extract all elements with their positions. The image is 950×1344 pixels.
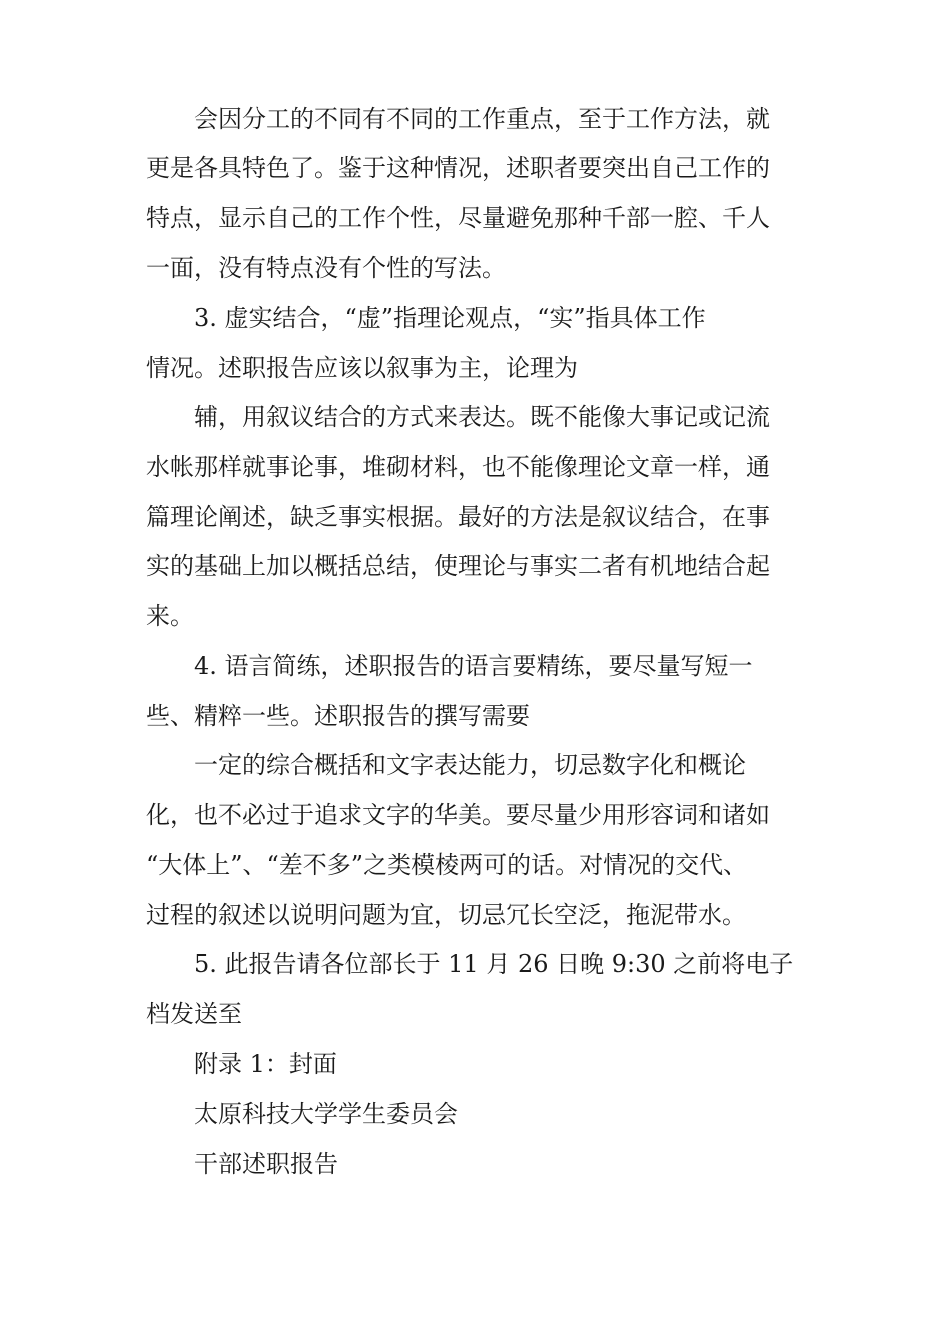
appendix-heading: 附录 1：封面: [194, 1050, 337, 1078]
organization-name: 太原科技大学学生委员会: [194, 1100, 458, 1128]
paragraph-line: “大体上”、“差不多”之类模棱两可的话。对情况的交代、: [146, 851, 748, 879]
numbered-item-3: 3. 虚实结合，“虚”指理论观点，“实”指具体工作: [194, 304, 706, 332]
paragraph-line: 水帐那样就事论事，堆砌材料，也不能像理论文章一样，通: [146, 453, 770, 481]
paragraph-line: 更是各具特色了。鉴于这种情况，述职者要突出自己工作的: [146, 154, 770, 182]
paragraph-line: 化，也不必过于追求文字的华美。要尽量少用形容词和诸如: [146, 801, 770, 829]
paragraph-line: 会因分工的不同有不同的工作重点，至于工作方法，就: [194, 105, 770, 133]
paragraph-line: 情况。述职报告应该以叙事为主，论理为: [146, 354, 578, 382]
report-title: 干部述职报告: [194, 1150, 338, 1178]
paragraph-line: 来。: [146, 602, 194, 630]
paragraph-line: 一定的综合概括和文字表达能力，切忌数字化和概论: [194, 751, 746, 779]
paragraph-line: 特点，显示自己的工作个性，尽量避免那种千部一腔、千人: [146, 204, 770, 232]
numbered-item-4: 4. 语言简练，述职报告的语言要精练，要尽量写短一: [194, 652, 753, 680]
paragraph-line: 档发送至: [146, 1000, 242, 1028]
paragraph-line: 篇理论阐述，缺乏事实根据。最好的方法是叙议结合，在事: [146, 503, 770, 531]
paragraph-line: 过程的叙述以说明问题为宜，切忌冗长空泛，拖泥带水。: [146, 901, 746, 929]
paragraph-line: 一面，没有特点没有个性的写法。: [146, 254, 506, 282]
numbered-item-5: 5. 此报告请各位部长于 11 月 26 日晚 9:30 之前将电子: [194, 950, 794, 978]
paragraph-line: 些、精粹一些。述职报告的撰写需要: [146, 702, 530, 730]
paragraph-line: 实的基础上加以概括总结，使理论与事实二者有机地结合起: [146, 552, 770, 580]
paragraph-line: 辅，用叙议结合的方式来表达。既不能像大事记或记流: [194, 403, 770, 431]
